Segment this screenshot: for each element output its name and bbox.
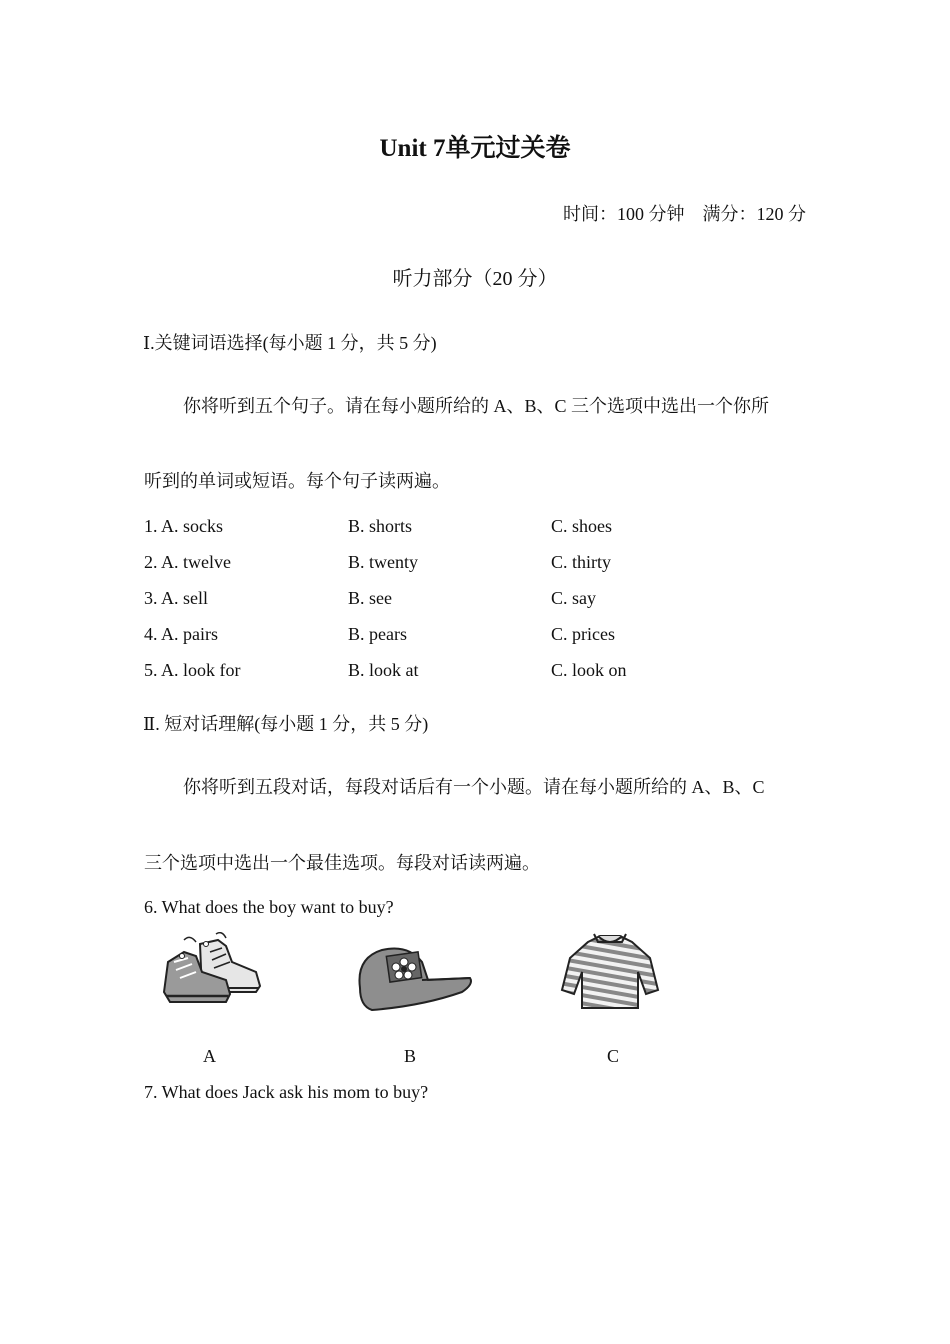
option-1a: 1. A. socks — [144, 516, 224, 536]
shoes-icon — [160, 932, 268, 1012]
section-1-instruction-line-1: 你将听到五个句子。请在每小题所给的 A、B、C 三个选项中选出一个你所 — [183, 396, 770, 416]
option-4b: B. pears — [348, 624, 407, 644]
option-3b: B. see — [348, 588, 392, 608]
section-1-instruction-line-2: 听到的单词或短语。每个句子读两遍。 — [144, 471, 450, 491]
option-5c: C. look on — [551, 660, 627, 680]
option-1c: C. shoes — [551, 516, 613, 536]
option-4a: 4. A. pairs — [144, 624, 218, 644]
question-6: 6. What does the boy want to buy? — [144, 897, 394, 917]
option-5a: 5. A. look for — [144, 660, 241, 680]
sweater-icon — [558, 932, 662, 1016]
option-5b: B. look at — [348, 660, 419, 680]
picture-c-label: C — [607, 1046, 620, 1066]
picture-a-label: A — [203, 1046, 216, 1066]
exam-meta — [563, 200, 806, 226]
section-2-instruction-line-2: 三个选项中选出一个最佳选项。每段对话读两遍。 — [144, 853, 540, 873]
picture-b-label: B — [404, 1046, 417, 1066]
option-4c: C. prices — [551, 624, 615, 644]
time-limit: 时间：100 分钟 — [563, 204, 685, 224]
cap-icon — [352, 940, 474, 1014]
section-1-heading: Ⅰ.关键词语选择(每小题 1 分，共 5 分) — [143, 333, 437, 353]
option-2b: B. twenty — [348, 552, 418, 572]
option-2a: 2. A. twelve — [144, 552, 231, 572]
part-title: 听力部分（20 分） — [392, 268, 558, 290]
section-2-heading: Ⅱ. 短对话理解(每小题 1 分，共 5 分) — [143, 714, 429, 734]
question-7: 7. What does Jack ask his mom to buy? — [144, 1082, 429, 1102]
page-title: Unit 7单元过关卷 — [379, 135, 571, 162]
option-1b: B. shorts — [348, 516, 413, 536]
option-3a: 3. A. sell — [144, 588, 209, 608]
section-2-instruction-line-1: 你将听到五段对话，每段对话后有一个小题。请在每小题所给的 A、B、C — [183, 777, 765, 797]
full-score: 满分：120 分 — [702, 204, 806, 224]
option-2c: C. thirty — [551, 552, 612, 572]
option-3c: C. say — [551, 588, 596, 608]
